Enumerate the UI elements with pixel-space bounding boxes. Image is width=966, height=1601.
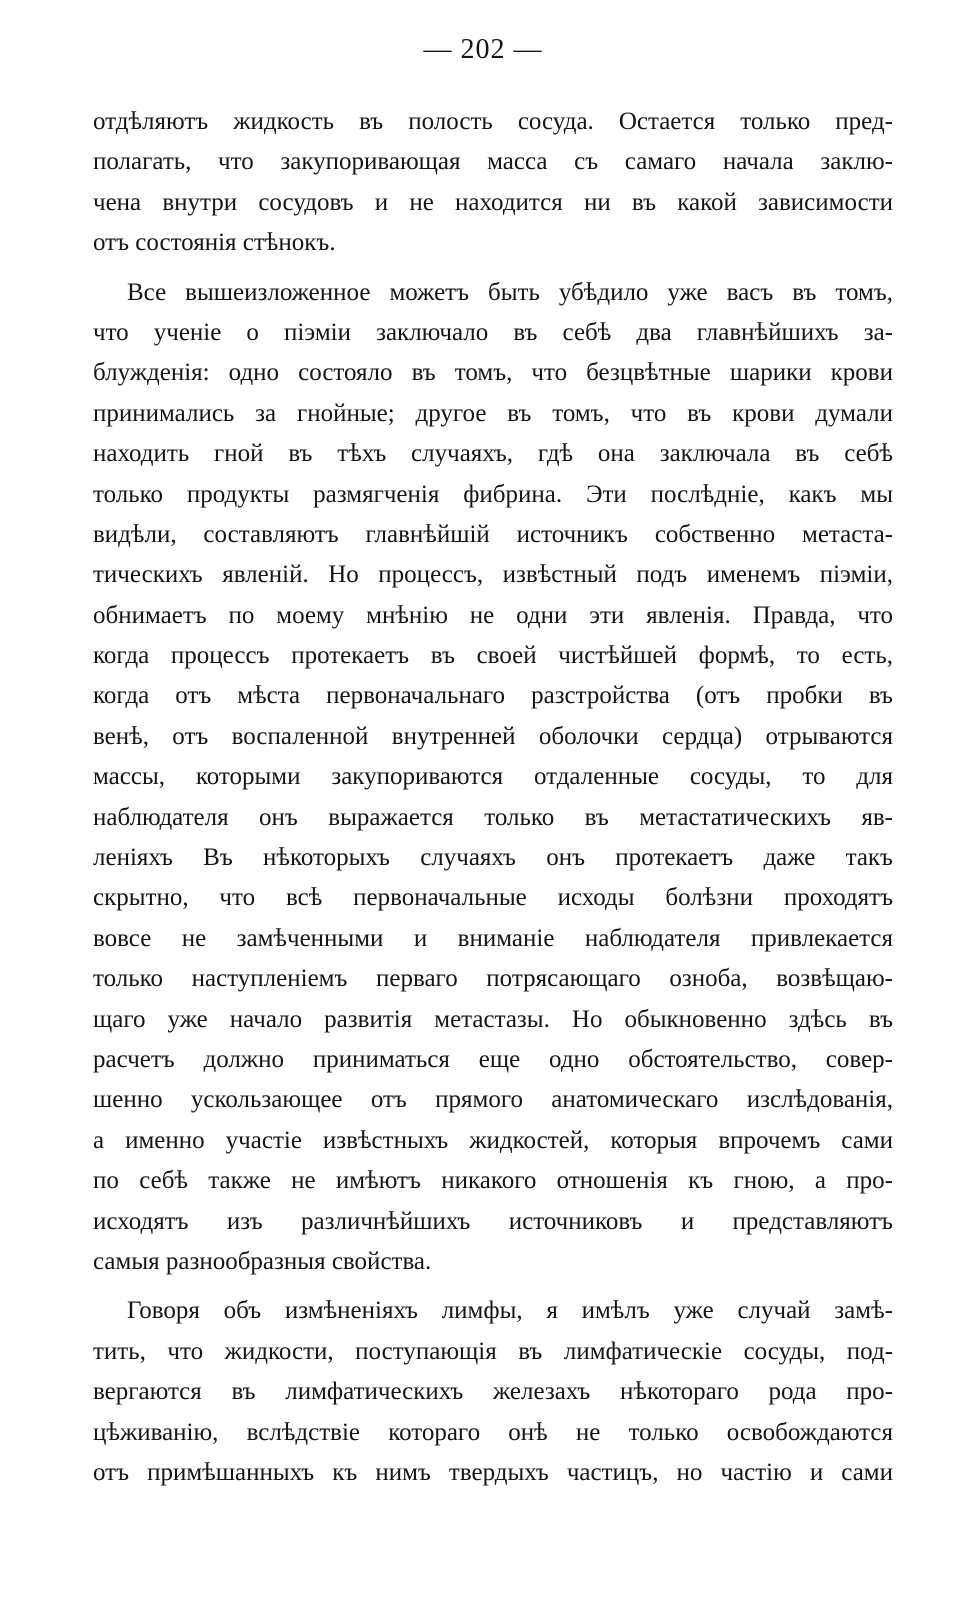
text-line: наблюдателя онъ выражается только въ метастатическихъ яв- xyxy=(93,803,893,831)
text-line: цѣживанію, вслѣдствіе котораго онѣ не только освобождаются xyxy=(93,1418,893,1446)
text-line: самыя разнообразныя свойства. xyxy=(93,1247,432,1275)
text-line: тить, что жидкости, поступающія въ лимфатическіе сосуды, под- xyxy=(93,1337,893,1365)
page-body xyxy=(93,102,893,1493)
text-line: щаго уже начало развитія метастазы. Но обыкновенно здѣсь въ xyxy=(93,1005,893,1033)
text-line: обнимаетъ по моему мнѣнію не одни эти явленія. Правда, что xyxy=(93,601,893,629)
text-line: леніяхъ Въ нѣкоторыхъ случаяхъ онъ протекаетъ даже такъ xyxy=(93,844,893,872)
text-line: вергаются въ лимфатическихъ железахъ нѣкотораго рода про- xyxy=(93,1378,893,1406)
text-line: исходятъ изъ различнѣйшихъ источниковъ и представляютъ xyxy=(93,1207,893,1235)
paragraph-1 xyxy=(93,102,893,264)
text-line: по себѣ также не имѣютъ никакого отношенія къ гною, а про- xyxy=(93,1167,893,1195)
text-line: находить гной въ тѣхъ случаяхъ, гдѣ она заключала въ себѣ xyxy=(93,440,893,468)
text-line: отъ примѣшанныхъ къ нимъ твердыхъ частицъ, но частію и сами xyxy=(93,1458,893,1486)
text-line: только продукты размягченія фибрина. Эти послѣдніе, какъ мы xyxy=(93,480,893,508)
text-line: полагать, что закупоривающая масса съ самаго начала заклю- xyxy=(93,148,893,176)
text-line: что ученіе о піэміи заключало въ себѣ два главнѣйшихъ за- xyxy=(93,318,893,346)
text-line: венѣ, отъ воспаленной внутренней оболочки сердца) отрываются xyxy=(93,722,893,750)
paragraph-2 xyxy=(93,273,893,1283)
text-line: шенно ускользающее отъ прямого анатомическаго изслѣдованія, xyxy=(93,1086,893,1114)
text-line: отъ состоянія стѣнокъ. xyxy=(93,229,336,257)
paragraph-3 xyxy=(93,1291,893,1493)
text-line: видѣли, составляютъ главнѣйшій источникъ собственно метаста- xyxy=(93,520,893,548)
text-line: массы, которыми закупориваются отдаленные сосуды, то для xyxy=(93,763,893,791)
text-line: тическихъ явленій. Но процессъ, извѣстный подъ именемъ піэміи, xyxy=(93,561,893,589)
text-line: расчетъ должно приниматься еще одно обстоятельство, совер- xyxy=(93,1045,893,1073)
text-line: только наступленіемъ перваго потрясающаго озноба, возвѣщаю- xyxy=(93,965,893,993)
text-line: принимались за гнойные; другое въ томъ, что въ крови думали xyxy=(93,399,893,427)
text-line: когда отъ мѣста первоначальнаго разстройства (отъ пробки въ xyxy=(93,682,893,710)
text-line: блужденія: одно состояло въ томъ, что безцвѣтные шарики крови xyxy=(93,359,893,387)
page-number: — 202 — xyxy=(423,34,543,65)
text-line: вовсе не замѣченными и вниманіе наблюдателя привлекается xyxy=(93,924,893,952)
text-line: отдѣляютъ жидкость въ полость сосуда. Остается только пред- xyxy=(93,108,893,135)
text-line: а именно участіе извѣстныхъ жидкостей, которыя впрочемъ сами xyxy=(93,1126,893,1154)
text-line: Все вышеизложенное можетъ быть убѣдило уже васъ въ томъ, xyxy=(127,278,893,306)
text-line: скрытно, что всѣ первоначальные исходы болѣзни проходятъ xyxy=(93,884,893,912)
text-line: Говоря объ измѣненіяхъ лимфы, я имѣлъ уже случай замѣ- xyxy=(127,1297,893,1325)
text-line: чена внутри сосудовъ и не находится ни въ какой зависимости xyxy=(93,188,893,216)
text-line: когда процессъ протекаетъ въ своей чистѣйшей формѣ, то есть, xyxy=(93,642,893,670)
